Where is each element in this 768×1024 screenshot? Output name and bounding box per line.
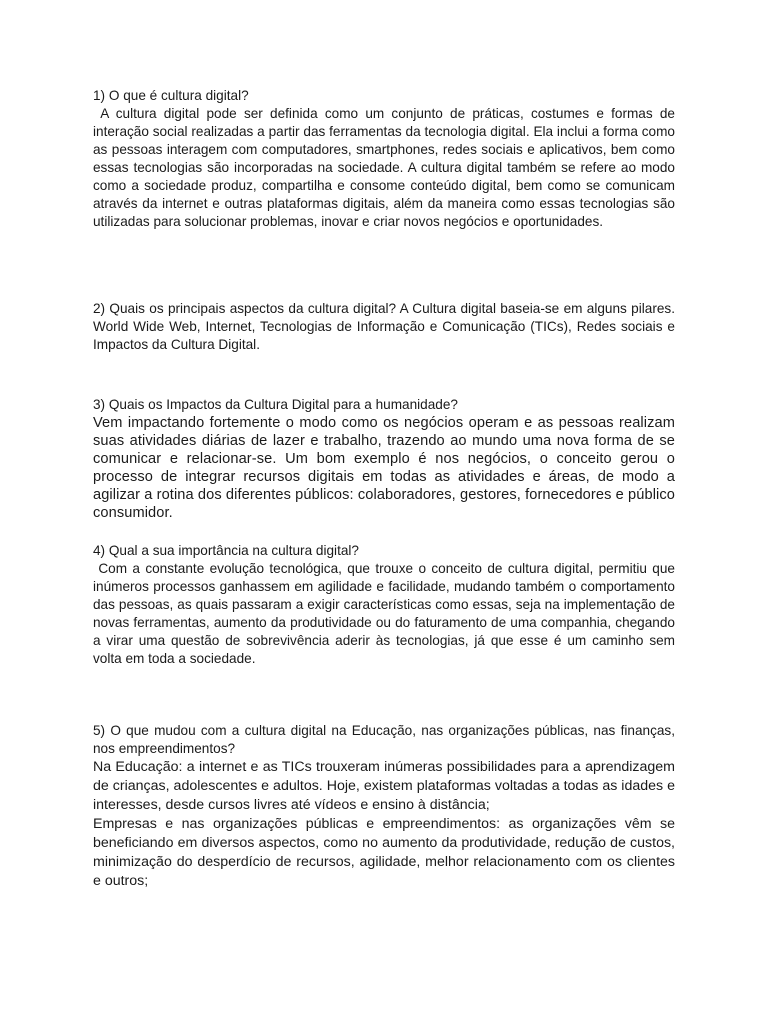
question-3: 3) Quais os Impactos da Cultura Digital para a humanidade?	[93, 397, 458, 412]
question-5: 5) O que mudou com a cultura digital na Educação, nas organizações públicas, nas finanças, nos empreendimentos?	[93, 723, 675, 756]
section-2	[93, 300, 675, 354]
answer-4: Com a constante evolução tecnológica, que trouxe o conceito de cultura digital, permitiu que inúmeros processos ganhassem em agilidade e facilidade, mudando também o comportamento das pessoas, as quais passaram a exigir características como essas, seja na implementação de novas ferramentas, aumento da produtividade ou do faturamento de uma companhia, chegando a virar uma questão de sobrevivência aderir às tecnologias, já que esse é um caminho sem volta em toda a sociedade.	[93, 561, 675, 666]
question-4: 4) Qual a sua importância na cultura digital?	[93, 543, 359, 558]
section-5	[93, 722, 675, 891]
question-1: 1) O que é cultura digital?	[93, 88, 249, 103]
section-3	[93, 396, 675, 522]
section-1	[93, 87, 675, 231]
section-4	[93, 542, 675, 668]
answer-5-organizations: Empresas e nas organizações públicas e empreendimentos: as organizações vêm se beneficiando em diversos aspectos, como no aumento da produtividade, redução de custos, minimização do desperdício de recursos, agilidade, melhor relacionamento com os clientes e outros;	[93, 816, 675, 889]
answer-1: A cultura digital pode ser definida como um conjunto de práticas, costumes e formas de interação social realizadas a partir das ferramentas da tecnologia digital. Ela inclui a forma como as pessoas interagem com computadores, smartphones, redes sociais e aplicativos, bem como essas tecnologias são incorporadas na sociedade. A cultura digital também se refere ao modo como a sociedade produz, compartilha e consome conteúdo digital, bem como se comunicam através da internet e outras plataformas digitais, além da maneira como essas tecnologias são utilizadas para solucionar problemas, inovar e criar novos negócios e oportunidades.	[93, 106, 675, 229]
paragraph-2: 2) Quais os principais aspectos da cultura digital? A Cultura digital baseia-se em alguns pilares. World Wide Web, Internet, Tecnologias de Informação e Comunicação (TICs), Redes sociais e Impactos da Cultura Digital.	[93, 301, 675, 352]
answer-5-education: Na Educação: a internet e as TICs trouxeram inúmeras possibilidades para a aprendizagem de crianças, adolescentes e adultos. Hoje, existem plataformas voltadas a todas as idades e interesses, desde cursos livres até vídeos e ensino à distância;	[93, 759, 675, 813]
answer-3: Vem impactando fortemente o modo como os negócios operam e as pessoas realizam suas atividades diárias de lazer e trabalho, trazendo ao mundo uma nova forma de se comunicar e relacionar-se. Um bom exemplo é nos negócios, o conceito gerou o processo de integrar recursos digitais em todas as atividades e áreas, de modo a agilizar a rotina dos diferentes públicos: colaboradores, gestores, fornecedores e público consumidor.	[93, 415, 675, 521]
